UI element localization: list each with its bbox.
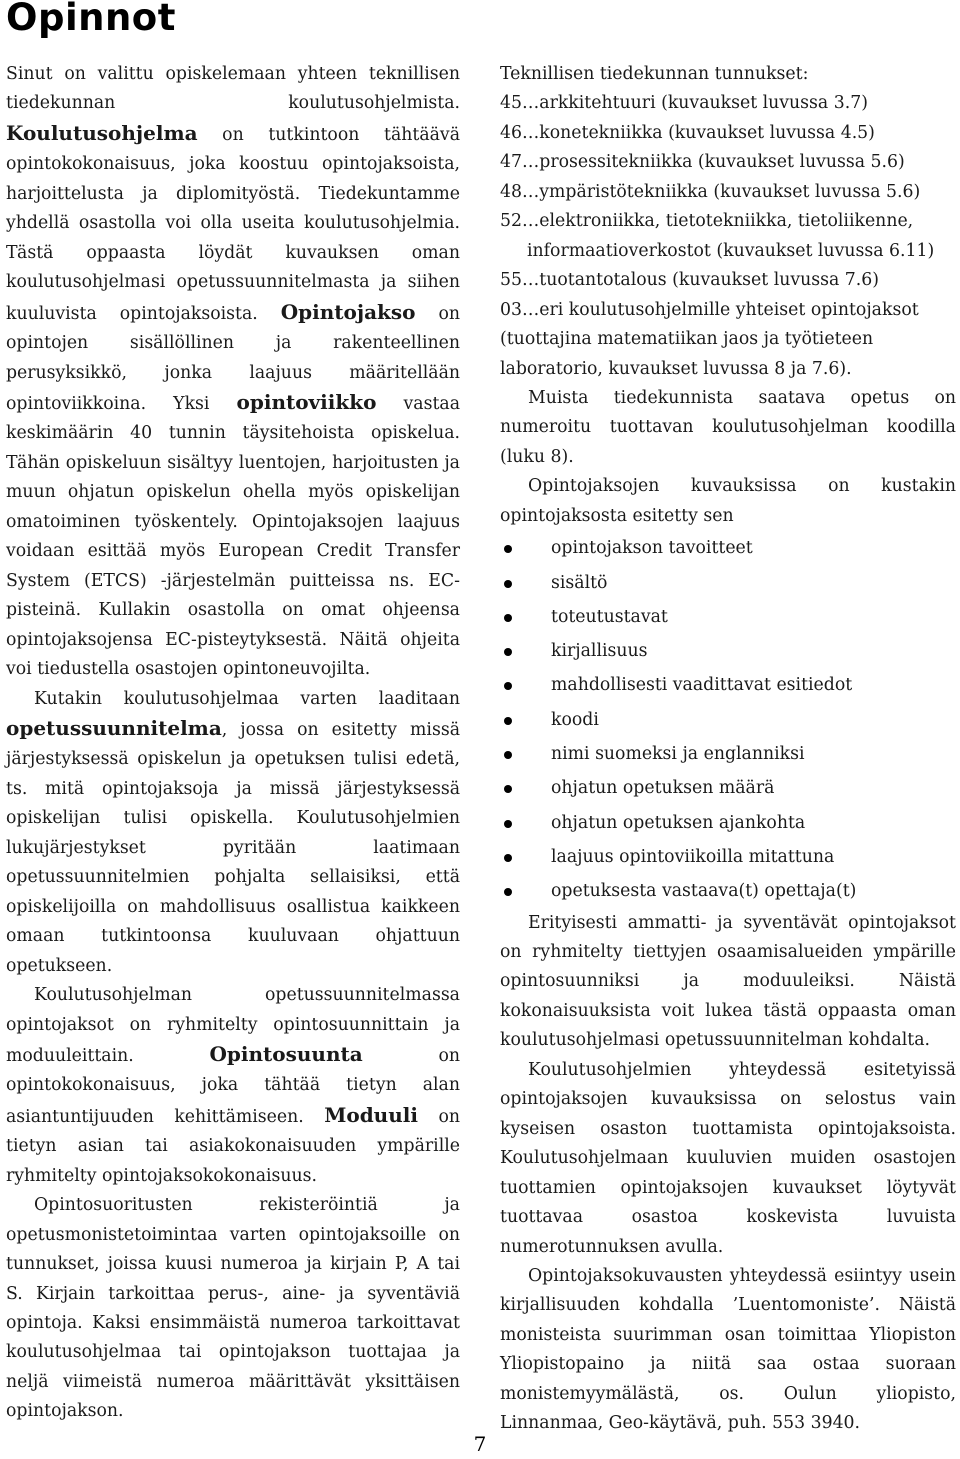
page-number: 7: [473, 1432, 487, 1456]
left-column: [6, 60, 460, 1427]
list-item: [500, 600, 956, 634]
list-item-label: ohjatun opetuksen määrä: [551, 778, 775, 799]
bullet-icon: [504, 545, 512, 553]
list-item: [500, 840, 956, 874]
text-fragment: on tutkintoon tähtäävä opintokokonaisuus, joka koostuu opintojaksoista, harjoittelusta ja diplomityöstä. Tiedekuntamme yhdellä osastolla voi olla useita koulutusohjelmia. Tästä oppaasta löydät kuvauksen oman koulutusohjelmasi opetussuunnitelmasta ja siihen kuuluvista opintojaksoista.: [6, 124, 460, 324]
text-fragment: vastaa keskimäärin 40 tunnin täysitehoista opiskelua. Tähän opiskeluun sisältyy luentojen, harjoitusten ja muun ohjatun opiskelun ohella myös opiskelijan omatoiminen työskentely. Opintojaksojen laajuus voidaan esittää myös European Credit Transfer System (ETCS) -järjestelmän puitteissa ns. EC-pisteinä. Kullakin osastolla on omat ohjeensa opintojaksojensa EC-pisteytyksestä. Näitä ohjeita voi tiedustella osastojen opintoneuvojilta.: [6, 393, 460, 680]
list-item: [500, 874, 956, 908]
bullet-icon: [504, 717, 512, 725]
list-item: [500, 668, 956, 702]
bullet-icon: [504, 580, 512, 588]
bullet-icon: [504, 854, 512, 862]
list-item-label: nimi suomeksi ja englanniksi: [551, 744, 805, 765]
course-description-fields: [500, 531, 956, 908]
text-fragment: Kutakin koulutusohjelmaa varten laaditaan: [34, 688, 460, 709]
page-title: Opinnot: [6, 0, 176, 39]
paragraph-programme-intro: [6, 60, 460, 685]
term-opetussuunnitelma: opetussuunnitelma: [6, 715, 222, 740]
list-item: [500, 771, 956, 805]
paragraph-other-faculties: Muista tiedekunnista saatava opetus on numeroitu tuottavan koulutusohjelman koodilla (luku 8).: [500, 387, 956, 467]
list-item-label: toteutustavat: [551, 606, 668, 627]
paragraph-curriculum: [6, 685, 460, 982]
code-item: 03…eri koulutusohjelmille yhteiset opintojaksot (tuottajina matematiikan jaos ja työtieteen laboratorio, kuvaukset luvussa 8 ja 7.6).: [500, 299, 919, 379]
code-item: 45…arkkitehtuuri (kuvaukset luvussa 3.7): [500, 93, 868, 114]
list-item-label: kirjallisuus: [551, 641, 648, 662]
bullet-icon: [504, 751, 512, 759]
paragraph-study-lines: [6, 981, 460, 1191]
code-item: 46…konetekniikka (kuvaukset luvussa 4.5): [500, 122, 875, 143]
text-fragment: on opintokokonaisuus, joka tähtää tietyn alan asiantuntijuuden kehittämiseen.: [6, 1045, 460, 1127]
term-opintojakso: Opintojakso: [280, 299, 416, 324]
list-item: [500, 634, 956, 668]
list-item-label: mahdollisesti vaadittavat esitiedot: [551, 675, 853, 696]
paragraph-course-codes: Opintosuoritusten rekisteröintiä ja opetusmonistetoimintaa varten opintojaksoille on tunnukset, joissa kuusi numeroa ja kirjain P, A tai S. Kirjain tarkoittaa perus-, aine- ja syventäviä opintoja. Kaksi ensimmäistä numeroa tarkoittavat koulutusohjelmaa tai opintojakson tuottajaa ja neljä viimeistä numeroa määrittävät yksittäisen opintojakson.: [6, 1195, 460, 1422]
bullet-icon: [504, 682, 512, 690]
text-fragment: on tietyn asian tai asiakokonaisuuden ympärille ryhmitelty opintojaksokokonaisuus.: [6, 1106, 460, 1186]
bullet-icon: [504, 614, 512, 622]
text-fragment: , jossa on esitetty missä järjestyksessä opiskelun ja opetuksen tulisi edetä, ts. mitä opintojaksoja ja missä järjestyksessä opiskelijan tulisi opiskella. Koulutusohjelmien lukujärjestykset pyritään laatimaan opetussuunnitelmien pohjalta sellaisiksi, että opiskelijoilla on mahdollisuus osallistua kaikkeen omaan tutkintoonsa kuuluvaan ohjattuun opetukseen.: [6, 719, 460, 976]
list-item: [500, 737, 956, 771]
term-koulutusohjelma: Koulutusohjelma: [6, 120, 198, 145]
list-item: [500, 703, 956, 737]
bullet-icon: [504, 648, 512, 656]
right-column: [500, 60, 956, 1439]
code-item: 55…tuotantotalous (kuvaukset luvussa 7.6): [500, 270, 879, 291]
code-item: 47…prosessitekniikka (kuvaukset luvussa 5.6): [500, 152, 905, 173]
list-item: [500, 566, 956, 600]
list-item-label: opintojakson tavoitteet: [551, 538, 753, 559]
term-opintosuunta: Opintosuunta: [209, 1041, 363, 1066]
list-item: [500, 806, 956, 840]
text-fragment: Koulutusohjelman opetussuunnitelmassa opintojaksot on ryhmitelty opintosuunnittain ja moduuleittain.: [6, 985, 460, 1066]
bullet-icon: [504, 888, 512, 896]
list-item-label: laajuus opintoviikoilla mitattuna: [551, 846, 835, 867]
faculty-codes-list: [500, 60, 956, 384]
list-item: [500, 531, 956, 565]
bullet-icon: [504, 785, 512, 793]
list-item-label: ohjatun opetuksen ajankohta: [551, 812, 806, 833]
code-item: 52…elektroniikka, tietotekniikka, tietoliikenne, informaatioverkostot (kuvaukset luvussa 6.11): [500, 211, 935, 261]
paragraph-related-descriptions: Koulutusohjelmien yhteydessä esitetyissä opintojaksojen kuvauksissa on selostus vain kyseisen osaston tuottamista opintojaksoista. Koulutusohjelmaan kuuluvien muiden osastojen tuottamien opintojaksojen kuvaukset löytyvät tuottavaa osastoa koskevista luvuista numerotunnuksen avulla.: [500, 1059, 956, 1257]
term-opintoviikko: opintoviikko: [236, 389, 377, 414]
text-fragment: on opintojen sisällöllinen ja rakenteellinen perusyksikkö, jonka laajuus määritellään opintoviikkoina. Yksi: [6, 303, 461, 414]
faculty-codes-heading: Teknillisen tiedekunnan tunnukset:: [500, 64, 809, 84]
code-item: 48…ympäristötekniikka (kuvaukset luvussa 5.6): [500, 181, 921, 202]
paragraph-list-intro: Opintojaksojen kuvauksissa on kustakin opintojaksosta esitetty sen: [500, 476, 956, 526]
paragraph-advanced-studies: Erityisesti ammatti- ja syventävät opintojaksot on ryhmitelty tiettyjen osaamisalueiden ympärille opintosuunniksi ja moduuleiksi. Näistä kokonaisuuksista voit lukea tästä oppaasta oman koulutusohjelmasi opetussuunnitelman kohdalta.: [500, 912, 956, 1051]
text-fragment: Sinut on valittu opiskelemaan yhteen teknillisen tiedekunnan koulutusohjelmista.: [6, 64, 460, 114]
term-moduuli: Moduuli: [324, 1102, 418, 1127]
paragraph-lecture-notes: Opintojaksokuvausten yhteydessä esiintyy usein kirjallisuuden kohdalla ’Luentomoniste’. Näistä monisteista suurimman osan toimittaa Yliopiston Yliopistopaino ja niitä saa ostaa suoraan monistemyymälästä, os. Oulun yliopisto, Linnanmaa, Geo-käytävä, puh. 553 3940.: [500, 1265, 956, 1434]
list-item-label: koodi: [551, 709, 599, 730]
bullet-icon: [504, 820, 512, 828]
list-item-label: opetuksesta vastaava(t) opettaja(t): [551, 881, 857, 902]
list-item-label: sisältö: [551, 572, 608, 593]
